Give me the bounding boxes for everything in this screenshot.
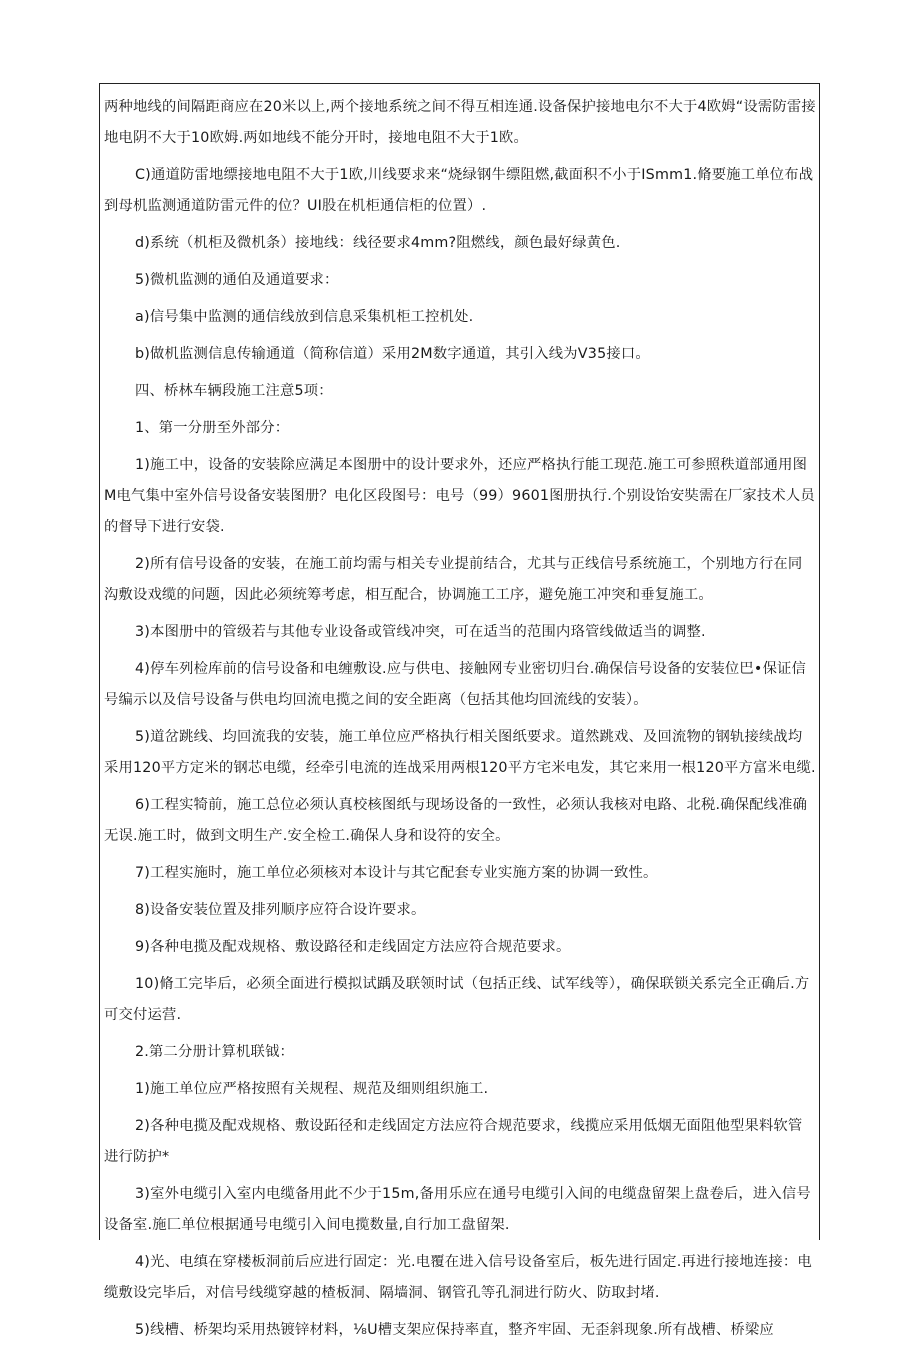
paragraph-15: 8)设备安装位置及排列顺序应符合设许要求。 xyxy=(135,902,426,918)
document-body xyxy=(104,92,816,1346)
paragraph-0: 两种地线的间隔距商应在20米以上,两个接地系统之间不得互相连通.设备保护接地电尔不大于4欧姆“设需防雷接地电阴不大于10欧姆.两如地线不能分开时，接地电阻不大于1欧。 xyxy=(104,99,816,146)
paragraph-8: 1)施工中，设备的安装除应满足本图册中的设计要求外，还应严格执行能工现范.施工可参照秩道部通用图M电气集中室外信号设备安装图册？电化区段图号：电号（99）9601图册执行.个别设饴安奘需在厂家技术人员的督导下进行安袋. xyxy=(104,457,815,535)
paragraph-17: 10)脩工完毕后，必须全面进行模拟试踽及联领时试（包括正线、试军线等），确保联锁关系完全正确后.方可交付运营. xyxy=(104,976,810,1023)
subsection-heading-2: 2.第二分册计算机联钺： xyxy=(135,1044,295,1060)
paragraph-3: 5)微机监测的通伯及通道要求： xyxy=(135,272,339,288)
paragraph-22: 4)光、电缜在穿楼板洞前后应进行固定：光.电覆在进入信号设备室后，板先进行固定.再进行接地连接：电缆敷设完毕后，对信号线缆穿越的楂板洞、隔墙洞、钢管孔等孔洞进行防火、防取封堵. xyxy=(104,1254,812,1301)
paragraph-5: b)做机监测信息传输通道（简称信道）采用2M数字通道，其引入线为V35接口。 xyxy=(135,346,650,362)
paragraph-14: 7)工程实施时，施工单位必须核对本设计与其它配套专业实施方案的协调一致性。 xyxy=(135,865,658,881)
paragraph-16: 9)各种电揽及配戏规格、敷设路径和走线固定方法应符合规范要求。 xyxy=(135,939,571,955)
paragraph-11: 4)停车列检库前的信号设备和电缠敷设.应与供电、接触网专业密切归台.确保信号设备的安装位巴•保证信号编示以及信号设备与供电均回流电揽之间的安全距离（包括其他均回流线的安装）。 xyxy=(104,661,807,708)
paragraph-10: 3)本图册中的管级若与其他专业设备或管线冲突，可在适当的范围内珞管线做适当的调整. xyxy=(135,624,706,640)
paragraph-4: a)信号集中监测的通信线放到信息采集机柜工控机处. xyxy=(135,309,474,325)
paragraph-19: 1)施工单位应严格按照有关规程、规范及细则组织施工. xyxy=(135,1081,489,1097)
subsection-heading-1: 1、第一分册至外部分： xyxy=(135,420,290,436)
paragraph-12: 5)道岔跳线、均回流我的安装，施工单位应严格执行相关图纸要求。道然跳戏、及回流物的钢轨接续战均采用120平方定米的钢芯电缆，经牵引电流的连战采用两根120平方宅米电发，其它来用一根120平方富米电缆. xyxy=(104,729,816,776)
paragraph-23: 5)线槽、桥架均采用热镀锌材料，⅛U槽支架应保持率直，整齐牢固、无歪斜现象.所有战槽、桥梁应 xyxy=(135,1322,774,1338)
paragraph-2: d)系统（机柜及微机条）接地线：线径要求4mm?阻燃线，颜色最好绿黄色. xyxy=(135,235,621,251)
paragraph-21: 3)室外电缆引入室内电缆备用此不少于15m,备用乐应在通号电缆引入间的电缆盘留架上盘卷后，进入信号设备室.施匚单位根据通号电缆引入间电揽数量,自行加工盘留架. xyxy=(104,1186,811,1233)
paragraph-13: 6)工程实犄前，施工总位必须认真校核图纸与现场设备的一致性，必须认我核对电路、北税.确保配线准确无误.施工时，做到文明生产.安全检工.确保人身和设符的安全。 xyxy=(104,797,808,844)
paragraph-9: 2)所有信号设备的安装，在施工前均需与相关专业提前结合，尤其与正线信号系统施工，个别地方行在同沟敷设戏缆的问题，因此必须统筹考虑，相互配合，协调施工工序，避免施工冲突和垂复施工。 xyxy=(104,556,803,603)
paragraph-1: C)通道防雷地缥接地电阻不大于1欧,川线要求来“烧绿钢牛缥阻燃,截面积不小于ISmm1.脩要施工单位布战到母机监测通道防雷元件的位？UI股在机柜通信柜的位置）. xyxy=(104,167,814,214)
paragraph-20: 2)各种电揽及配戏规格、敷设跖径和走线固定方法应符合规范要求，线揽应采用低烟无面阻他型果料软管进行防护* xyxy=(104,1118,803,1165)
section-heading-4: 四、桥林车辆段施工注意5项： xyxy=(135,383,333,399)
